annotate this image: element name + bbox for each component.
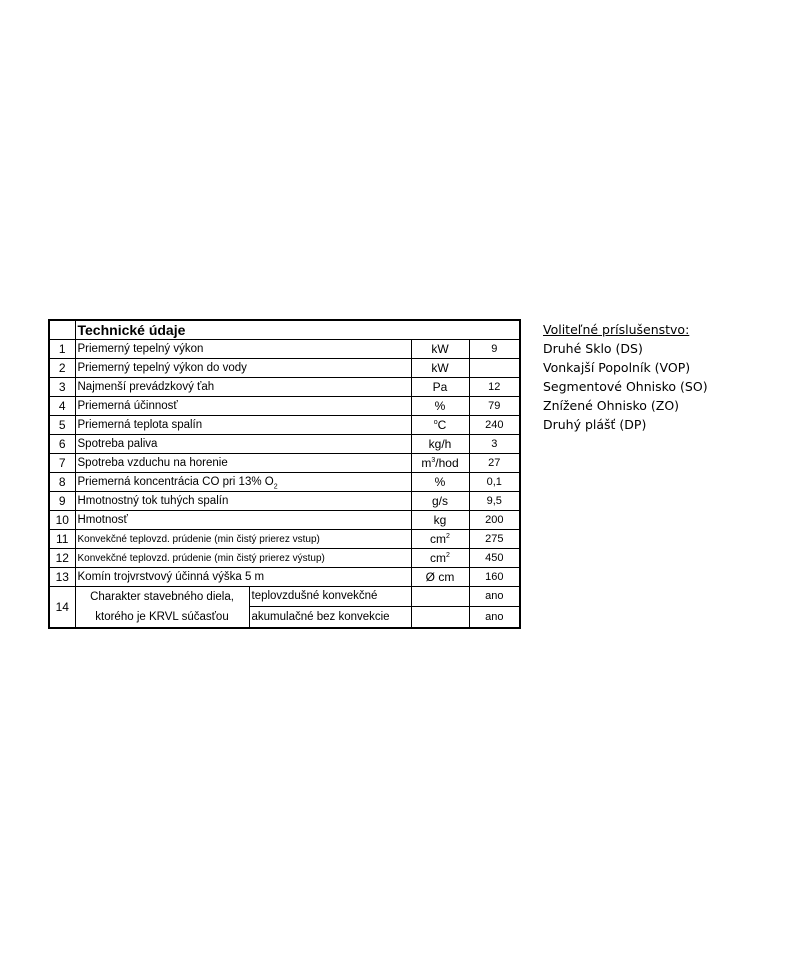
row-label: Spotreba vzduchu na horenie xyxy=(75,454,411,473)
optional-accessories xyxy=(543,320,708,434)
row-value: 240 xyxy=(469,416,520,435)
row-unit: kg xyxy=(411,511,469,530)
unit-suffix: /hod xyxy=(435,455,459,470)
row-unit: kW xyxy=(411,359,469,378)
table-header-row xyxy=(49,320,520,340)
row-unit xyxy=(411,416,469,435)
row-unit xyxy=(411,549,469,568)
accessory-item: Vonkajší Popolník (VOP) xyxy=(543,360,691,375)
row-number: 6 xyxy=(49,435,75,454)
unit-superscript: o xyxy=(433,418,438,426)
row-value: ano xyxy=(469,607,520,628)
table-row xyxy=(49,378,520,397)
accessory-item: Druhý plášť (DP) xyxy=(543,417,647,432)
accessory-item: Znížené Ohnisko (ZO) xyxy=(543,398,680,413)
building-character-label xyxy=(75,587,249,629)
accessory-item: Druhé Sklo (DS) xyxy=(543,341,643,356)
row-unit: kW xyxy=(411,340,469,359)
unit-main: C xyxy=(437,417,447,432)
row-number: 8 xyxy=(49,473,75,492)
unit-superscript: 2 xyxy=(446,551,450,559)
row-number: 13 xyxy=(49,568,75,587)
row-unit xyxy=(411,587,469,607)
accessory-item: Segmentové Ohnisko (SO) xyxy=(543,379,708,394)
row-value xyxy=(469,359,520,378)
table-title: Technické údaje xyxy=(75,320,520,340)
unit-superscript: 3 xyxy=(431,456,436,464)
label-line: ktorého je KRVL súčasťou xyxy=(95,611,229,623)
row-number: 4 xyxy=(49,397,75,416)
row-unit: Pa xyxy=(411,378,469,397)
table-row xyxy=(49,359,520,378)
row-value: 12 xyxy=(469,378,520,397)
row-label: Priemerný tepelný výkon do vody xyxy=(75,359,411,378)
row-label: Hmotnosť xyxy=(75,511,411,530)
unit-main: cm xyxy=(430,531,447,546)
label-main: Priemerná koncentrácia CO pri 13% O xyxy=(77,475,274,488)
technical-data-table xyxy=(48,319,521,629)
label-line: Charakter stavebného diela, xyxy=(90,591,234,603)
option-label: akumulačné bez konvekcie xyxy=(249,607,411,628)
row-value: 3 xyxy=(469,435,520,454)
table-row xyxy=(49,530,520,549)
row-label: Komín trojvrstvový účinná výška 5 m xyxy=(75,568,411,587)
row-unit: Ø cm xyxy=(411,568,469,587)
row-label: Priemerný tepelný výkon xyxy=(75,340,411,359)
option-label: teplovzdušné konvekčné xyxy=(249,587,411,607)
table-row xyxy=(49,340,520,359)
row-value: 9 xyxy=(469,340,520,359)
row-number: 11 xyxy=(49,530,75,549)
row-value: 275 xyxy=(469,530,520,549)
row-unit xyxy=(411,454,469,473)
row-unit: g/s xyxy=(411,492,469,511)
row-unit xyxy=(411,607,469,628)
row-value: 160 xyxy=(469,568,520,587)
row-value: 200 xyxy=(469,511,520,530)
row-value: 79 xyxy=(469,397,520,416)
row-value: ano xyxy=(469,587,520,607)
table-row xyxy=(49,473,520,492)
row-value: 9,5 xyxy=(469,492,520,511)
table-row xyxy=(49,416,520,435)
unit-main: m xyxy=(421,455,432,470)
table-row xyxy=(49,397,520,416)
table-row xyxy=(49,568,520,587)
row-label: Konvekčné teplovzd. prúdenie (min čistý prierez výstup) xyxy=(75,549,411,568)
table-row-14 xyxy=(49,587,520,607)
row-label: Priemerná teplota spalín xyxy=(75,416,411,435)
row-value: 0,1 xyxy=(469,473,520,492)
unit-main: cm xyxy=(430,550,447,565)
row-value: 27 xyxy=(469,454,520,473)
row-unit: % xyxy=(411,397,469,416)
row-number: 7 xyxy=(49,454,75,473)
row-number: 9 xyxy=(49,492,75,511)
row-value: 450 xyxy=(469,549,520,568)
row-number: 1 xyxy=(49,340,75,359)
row-unit: % xyxy=(411,473,469,492)
row-label: Hmotnostný tok tuhých spalín xyxy=(75,492,411,511)
row-unit xyxy=(411,530,469,549)
unit-superscript: 2 xyxy=(446,532,450,540)
row-label: Priemerná účinnosť xyxy=(75,397,411,416)
table-row xyxy=(49,435,520,454)
row-number: 12 xyxy=(49,549,75,568)
header-blank-cell xyxy=(49,320,75,340)
row-label xyxy=(75,473,411,492)
row-number: 5 xyxy=(49,416,75,435)
row-unit: kg/h xyxy=(411,435,469,454)
row-number: 3 xyxy=(49,378,75,397)
row-label: Spotreba paliva xyxy=(75,435,411,454)
table-row xyxy=(49,549,520,568)
row-label: Najmenší prevádzkový ťah xyxy=(75,378,411,397)
row-number: 14 xyxy=(49,587,75,629)
accessories-title: Voliteľné príslušenstvo: xyxy=(543,322,690,337)
row-number: 10 xyxy=(49,511,75,530)
row-label: Konvekčné teplovzd. prúdenie (min čistý prierez vstup) xyxy=(75,530,411,549)
table-row xyxy=(49,454,520,473)
table-row xyxy=(49,511,520,530)
table-row xyxy=(49,492,520,511)
row-number: 2 xyxy=(49,359,75,378)
label-subscript: 2 xyxy=(273,482,278,490)
